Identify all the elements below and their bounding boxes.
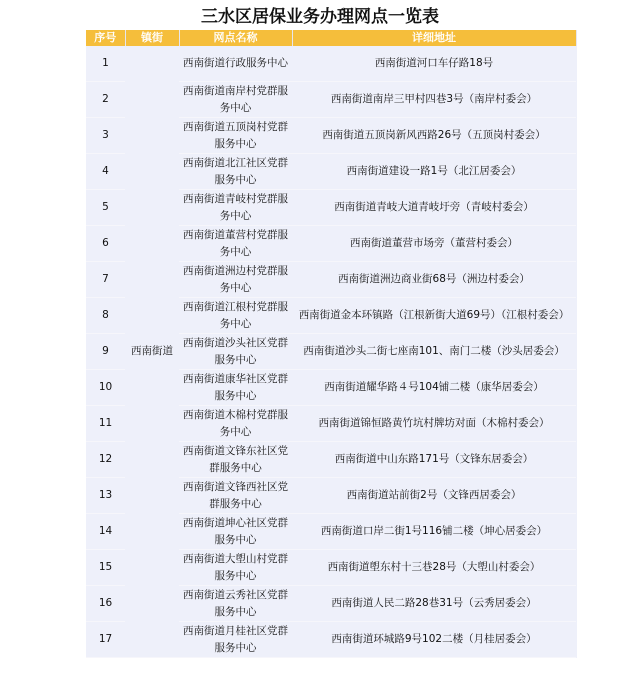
outlet-address: 西南街道塱东村十三巷28号（大塱山村委会）: [292, 550, 576, 586]
row-index: 17: [86, 622, 125, 658]
outlet-address: 西南街道董营市场旁（董营村委会）: [292, 226, 576, 262]
outlet-name: 西南街道江根村党群服务中心: [179, 298, 292, 334]
outlet-name: 西南街道南岸村党群服务中心: [179, 82, 292, 118]
row-index: 11: [86, 406, 125, 442]
outlet-address: 西南街道人民二路28巷31号（云秀居委会）: [292, 586, 576, 622]
header-index: 序号: [86, 30, 125, 46]
row-index: 4: [86, 154, 125, 190]
table-header-row: [86, 30, 576, 46]
outlet-name: 西南街道董营村党群服务中心: [179, 226, 292, 262]
table-body: [86, 46, 576, 658]
outlet-name: 西南街道坤心社区党群服务中心: [179, 514, 292, 550]
row-index: 5: [86, 190, 125, 226]
row-index: 7: [86, 262, 125, 298]
outlet-address: 西南街道五顶岗新风西路26号（五顶岗村委会）: [292, 118, 576, 154]
row-index: 8: [86, 298, 125, 334]
outlet-address: 西南街道中山东路171号（文锋东居委会）: [292, 442, 576, 478]
outlet-name: 西南街道文锋西社区党群服务中心: [179, 478, 292, 514]
header-street: 镇街: [125, 30, 179, 46]
outlet-name: 西南街道文锋东社区党群服务中心: [179, 442, 292, 478]
outlet-name: 西南街道大塱山村党群服务中心: [179, 550, 292, 586]
outlet-address: 西南街道洲边商业街68号（洲边村委会）: [292, 262, 576, 298]
outlet-name: 西南街道康华社区党群服务中心: [179, 370, 292, 406]
row-index: 1: [86, 46, 125, 82]
row-index: 14: [86, 514, 125, 550]
street-cell: 西南街道: [125, 46, 179, 658]
row-index: 16: [86, 586, 125, 622]
table-row: [86, 46, 576, 82]
outlet-address: 西南街道环城路9号102二楼（月桂居委会）: [292, 622, 576, 658]
row-index: 9: [86, 334, 125, 370]
row-index: 2: [86, 82, 125, 118]
outlet-address: 西南街道青岐大道青岐圩旁（青岐村委会）: [292, 190, 576, 226]
header-address: 详细地址: [292, 30, 576, 46]
header-outlet-name: 网点名称: [179, 30, 292, 46]
outlet-address: 西南街道耀华路４号104铺二楼（康华居委会）: [292, 370, 576, 406]
outlet-address: 西南街道站前街2号（文锋西居委会）: [292, 478, 576, 514]
outlet-address: 西南街道锦恒路黄竹坑村牌坊对面（木棉村委会）: [292, 406, 576, 442]
outlet-address: 西南街道河口车仔路18号: [292, 46, 576, 82]
outlet-name: 西南街道行政服务中心: [179, 46, 292, 82]
outlet-address: 西南街道南岸三甲村四巷3号（南岸村委会）: [292, 82, 576, 118]
row-index: 13: [86, 478, 125, 514]
outlet-address: 西南街道金本环镇路（江根新街大道69号）（江根村委会）: [292, 298, 576, 334]
outlet-name: 西南街道五顶岗村党群服务中心: [179, 118, 292, 154]
outlet-address: 西南街道建设一路1号（北江居委会）: [292, 154, 576, 190]
row-index: 6: [86, 226, 125, 262]
outlet-name: 西南街道洲边村党群服务中心: [179, 262, 292, 298]
outlet-name: 西南街道北江社区党群服务中心: [179, 154, 292, 190]
row-index: 10: [86, 370, 125, 406]
row-index: 12: [86, 442, 125, 478]
outlet-name: 西南街道青岐村党群服务中心: [179, 190, 292, 226]
outlet-name: 西南街道云秀社区党群服务中心: [179, 586, 292, 622]
row-index: 3: [86, 118, 125, 154]
outlet-address: 西南街道口岸二街1号116铺二楼（坤心居委会）: [292, 514, 576, 550]
outlet-name: 西南街道沙头社区党群服务中心: [179, 334, 292, 370]
outlets-table: [86, 30, 577, 658]
page-title: 三水区居保业务办理网点一览表: [201, 7, 439, 27]
row-index: 15: [86, 550, 125, 586]
outlet-name: 西南街道月桂社区党群服务中心: [179, 622, 292, 658]
outlet-name: 西南街道木棉村党群服务中心: [179, 406, 292, 442]
outlet-address: 西南街道沙头二街七座南101、南门二楼（沙头居委会）: [292, 334, 576, 370]
